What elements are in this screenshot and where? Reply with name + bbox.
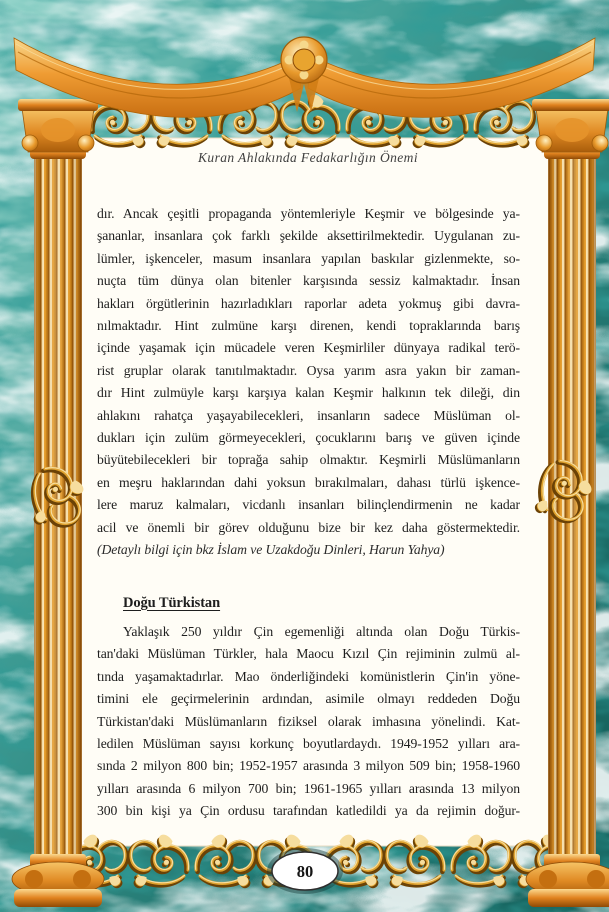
text-line: 300 bin kişi ya Çin ordusu tarafından katledildi ya da rejimin doğur-: [97, 803, 520, 819]
source-note: (Detaylı bilgi için bkz İslam ve Uzakdoğu Dinleri, Harun Yahya): [97, 542, 445, 558]
text-line: acil ve önemli bir görev olduğunu bize bir kez daha göstermektedir.: [97, 519, 520, 535]
text-line: lümler, işkenceler, masum insanlara yapılan baskılar gizlenmekte, so-: [97, 250, 520, 266]
text-line: dır. Ancak çeşitli propaganda yöntemleriyle Keşmir ve bölgesinde ya-: [97, 206, 520, 221]
text-line: lere maruz kalmaları, vicdanlı insanları bilinçlendirmenin ne kadar: [97, 497, 520, 513]
text-line: timini ele geçirmelerinin ardından, asimile olmayı reddeden Doğu: [97, 691, 520, 707]
text-line: dır Hint zulmüyle karşı karşıya kalan Keşmir halkının tek dileği, din: [97, 385, 520, 401]
text-line: Türkistan'daki Müslümanların fiziksel olarak imhasına yönelindi. Kat-: [97, 713, 520, 729]
text-line: tan'daki Müslüman Türkler, hala Maocu Kızıl Çin rejiminin zulmü al-: [97, 646, 520, 662]
text-line: tında yaşamaktadırlar. Mao önderliğindeki komünistlerin Çin'in yöne-: [97, 668, 520, 684]
text-line: içinde yaşamak için mücadele veren Keşmirliler dünyaya radikal terö-: [97, 340, 520, 356]
body-text: [97, 203, 520, 823]
text-line: hakları örgütlerinin hazırladıkları raporlar adeta yokmuş gibi davra-: [97, 295, 520, 311]
text-line: en meşru haklarından dahi yoksun bırakılmaları, dahası türlü işkence-: [97, 474, 520, 490]
text-line: nılmaktadır. Hint zulmüne karşı direnen, kendi topraklarında barış: [97, 318, 520, 334]
text-line: ledilen Müslüman sayısı korkunç boyutlardaydı. 1949-1952 yılları ara-: [97, 735, 520, 751]
text-line: sında 2 milyon 800 bin; 1952-1957 arasında 3 milyon 509 bin; 1958-1960: [97, 758, 520, 774]
text-line: şananlar, insanlara çok farklı şekilde aksettirilmektedir. Uygulanan zu-: [97, 228, 520, 244]
text-line: nuçta tüm dünya olan bitenler karşısında sessiz kalmaktadır. İnsan: [97, 273, 520, 289]
text-line: dukları için zulüm görmeyecekleri, çocuklarını barış ve güven içinde: [97, 430, 520, 446]
text-line: rist gruplar olarak tanıtılmaktadır. Oysa yarım asra yakın bir zaman-: [97, 362, 520, 378]
section-heading: Doğu Türkistan: [123, 594, 221, 611]
text-line: büyütebilecekleri bir toprağa sahip olmaktır. Keşmirli Müslümanların: [97, 452, 520, 468]
text-line: yılları arasında 6 milyon 700 bin; 1961-1965 yılları arasında 13 milyon: [97, 780, 520, 796]
page-number: 80: [296, 862, 314, 881]
text-line: Yaklaşık 250 yıldır Çin egemenliği altında olan Doğu Türkis-: [123, 623, 520, 639]
running-header: Kuran Ahlakında Fedakarlığın Önemi: [198, 150, 418, 165]
text-line: ahlakını rahatça yaşayabilecekleri, insanların sadece Müslüman ol-: [97, 407, 520, 423]
